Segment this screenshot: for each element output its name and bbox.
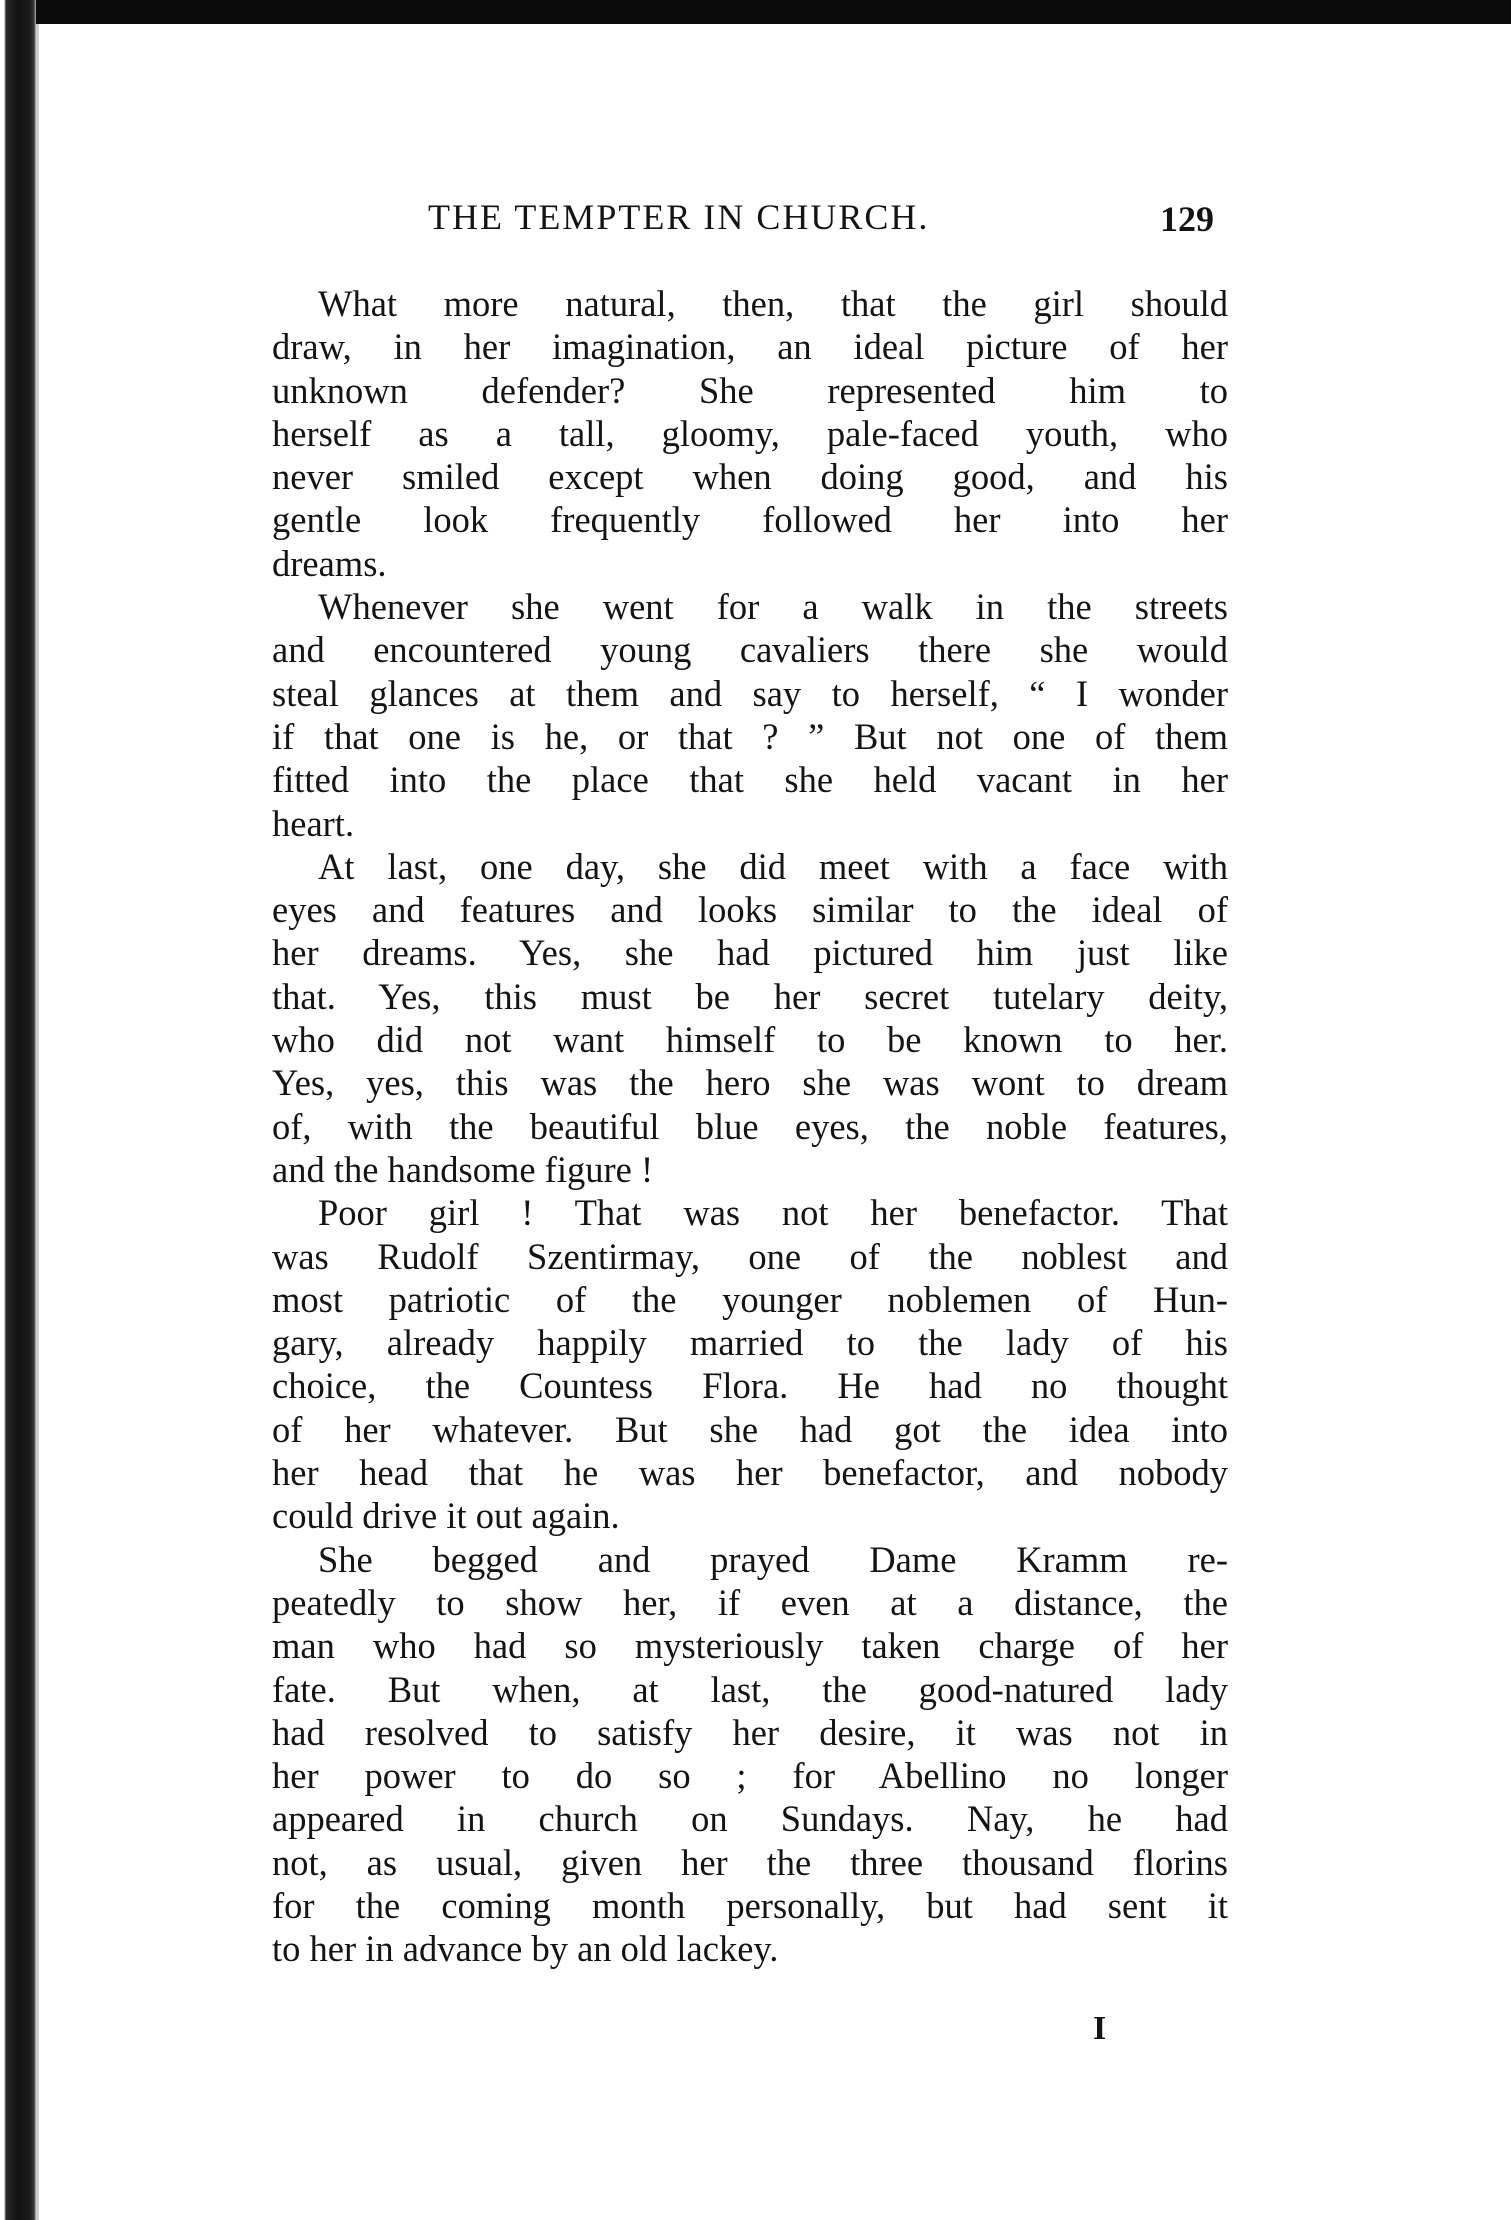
text-line: not, as usual, given her the three thousand florins [272, 1841, 1228, 1883]
text-line: fitted into the place that she held vacant in her [272, 759, 1228, 801]
text-line: What more natural, then, that the girl should [318, 283, 1228, 324]
text-line: her power to do so ; for Abellino no longer [272, 1755, 1228, 1797]
text-line: man who had so mysteriously taken charge of her [272, 1625, 1228, 1667]
scan-binding-edge [0, 0, 36, 2220]
page-number: 129 [1160, 199, 1214, 239]
text-line: her head that he was her benefactor, and nobody [272, 1452, 1228, 1494]
text-line: of, with the beautiful blue eyes, the noble features, [272, 1105, 1228, 1147]
text-line: unknown defender? She represented him to [272, 369, 1228, 411]
text-line: Whenever she went for a walk in the streets [318, 586, 1228, 628]
text-line: most patriotic of the younger noblemen of Hun- [272, 1278, 1228, 1320]
scan-top-edge [0, 0, 1511, 24]
text-line: could drive it out again. [272, 1495, 620, 1537]
text-line: heart. [272, 802, 355, 844]
text-line: gentle look frequently followed her into her [272, 499, 1228, 541]
text-line: Poor girl ! That was not her benefactor. That [318, 1192, 1228, 1234]
scan-page-edge [36, 24, 39, 2220]
body-text [272, 282, 1228, 1971]
text-line: At last, one day, she did meet with a face with [318, 845, 1228, 887]
text-line: gary, already happily married to the lady of his [272, 1322, 1228, 1364]
text-line: her dreams. Yes, she had pictured him just like [272, 932, 1228, 974]
text-line: to her in advance by an old lackey. [272, 1928, 779, 1970]
text-line: who did not want himself to be known to her. [272, 1019, 1228, 1061]
text-line: had resolved to satisfy her desire, it was not in [272, 1711, 1228, 1753]
text-line: fate. But when, at last, the good-natured lady [272, 1668, 1228, 1710]
text-line: draw, in her imagination, an ideal picture of her [272, 326, 1228, 368]
text-line: never smiled except when doing good, and his [272, 456, 1228, 498]
text-line: for the coming month personally, but had sent it [272, 1884, 1228, 1926]
text-line: peatedly to show her, if even at a distance, the [272, 1581, 1228, 1623]
text-line: choice, the Countess Flora. He had no thought [272, 1365, 1228, 1407]
text-line: She begged and prayed Dame Kramm re- [318, 1538, 1228, 1580]
text-line: herself as a tall, gloomy, pale-faced youth, who [272, 412, 1228, 454]
text-line: was Rudolf Szentirmay, one of the noblest and [272, 1235, 1228, 1277]
text-line: of her whatever. But she had got the idea into [272, 1408, 1228, 1450]
text-line: dreams. [272, 542, 387, 584]
signature-mark: I [1093, 2010, 1107, 2047]
text-line: that. Yes, this must be her secret tutelary deity, [272, 975, 1228, 1017]
running-title: THE TEMPTER IN CHURCH. [428, 197, 930, 237]
text-line: and encountered young cavaliers there she would [272, 629, 1228, 671]
text-line: appeared in church on Sundays. Nay, he had [272, 1798, 1228, 1840]
text-line: eyes and features and looks similar to the ideal of [272, 889, 1228, 931]
text-line: if that one is he, or that ? ” But not one of them [272, 715, 1228, 757]
text-line: and the handsome figure ! [272, 1148, 654, 1190]
text-line: Yes, yes, this was the hero she was wont to dream [272, 1062, 1228, 1104]
text-line: steal glances at them and say to herself, “ I wonder [272, 672, 1228, 714]
